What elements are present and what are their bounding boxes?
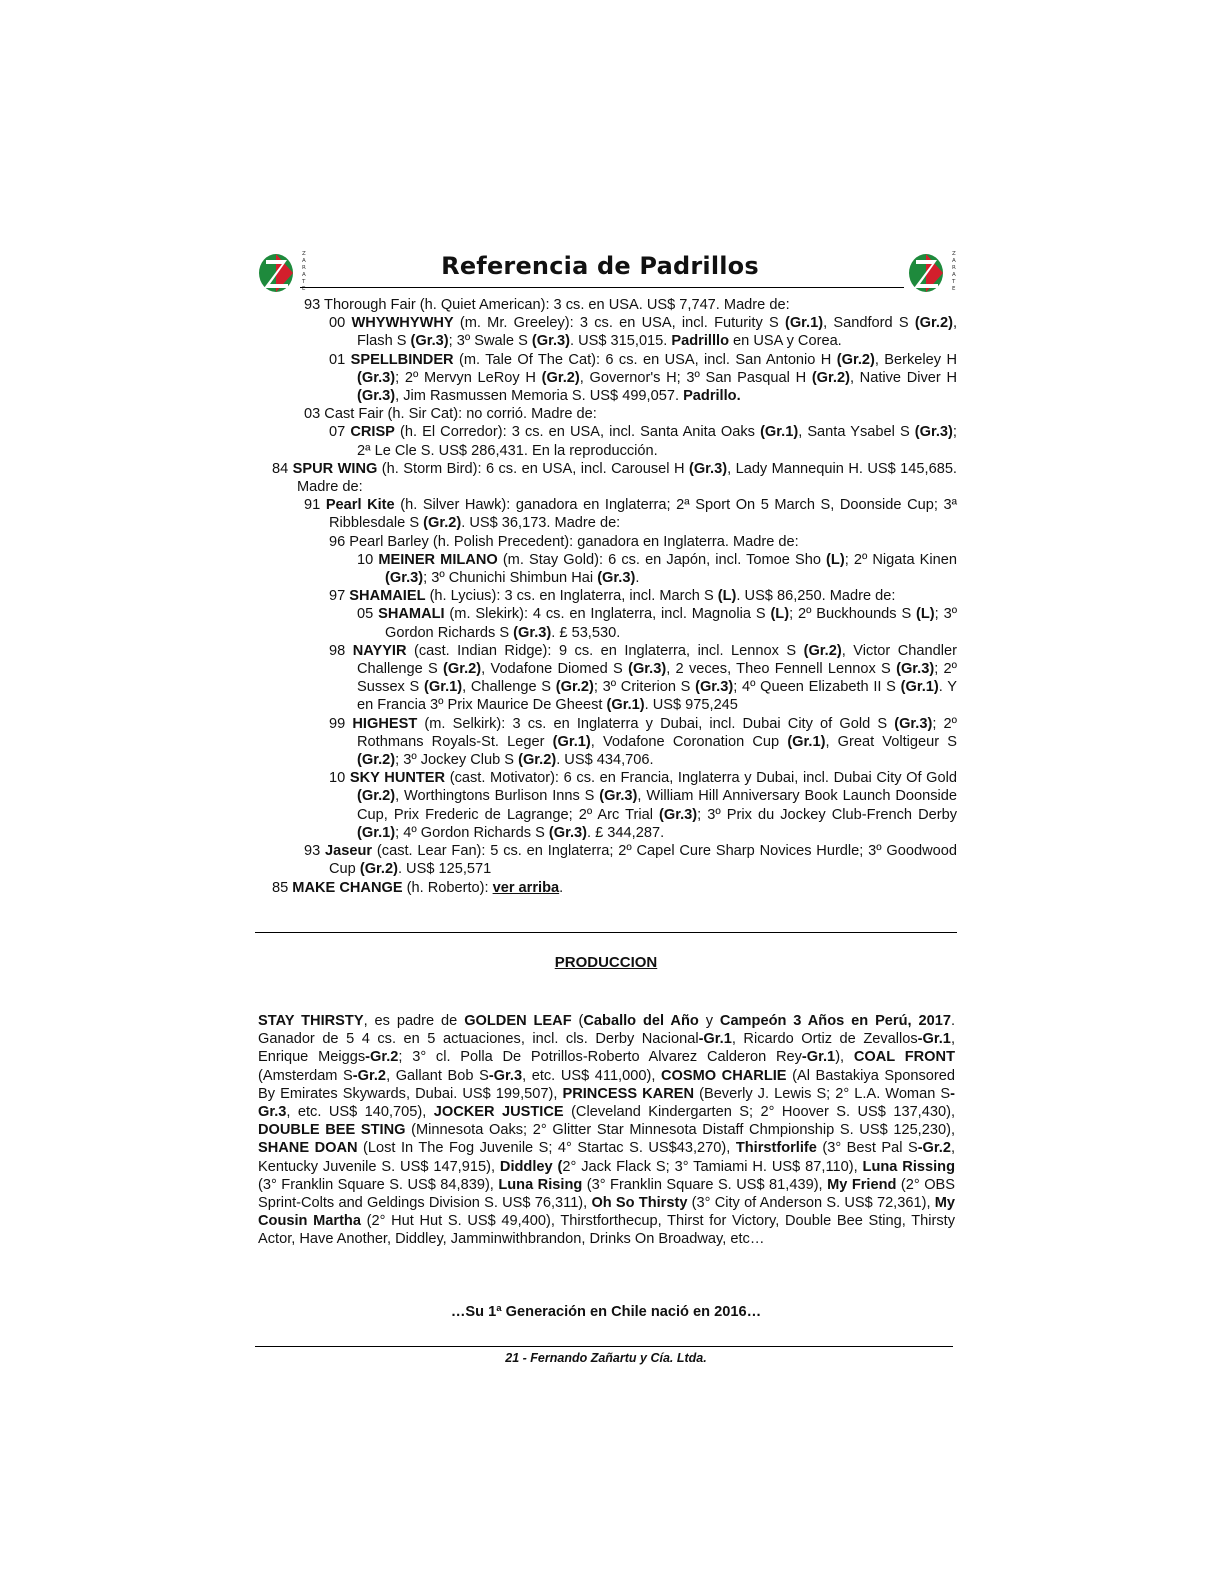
logo-letters: Z bbox=[302, 251, 306, 257]
closing-note: …Su 1ª Generación en Chile nació en 2016… bbox=[450, 1304, 762, 1320]
svg-text:Z: Z bbox=[952, 251, 956, 257]
pedigree-entry: 07 CRISP (h. El Corredor): 3 cs. en USA, incl. Santa Anita Oaks (Gr.1), Santa Ysabel S (Gr.3); 2ª Le Cle S. US$ 286,431. En la reproducción. bbox=[329, 424, 957, 459]
pedigree-entry: 96 Pearl Barley (h. Polish Precedent): ganadora en Inglaterra. Madre de: bbox=[329, 533, 799, 550]
pedigree-entry: 84 SPUR WING (h. Storm Bird): 6 cs. en USA, incl. Carousel H (Gr.3), Lady Mannequin H. US$ 145,685. Madre de: bbox=[272, 460, 957, 496]
pedigree-entry: 99 HIGHEST (m. Selkirk): 3 cs. en Inglaterra y Dubai, incl. Dubai City of Gold S (Gr.3); 2º Rothmans Royals-St. Leger (Gr.1), Vodafone Coronation Cup (Gr.1), Great Voltigeur S (Gr.2); 3º Jockey Club S (Gr.2). US$ 434,706. bbox=[329, 715, 957, 769]
svg-text:A: A bbox=[952, 258, 956, 264]
pedigree-entry: 01 SPELLBINDER (m. Tale Of The Cat): 6 cs. en USA, incl. San Antonio H (Gr.2), Berkeley H (Gr.3); 2º Mervyn LeRoy H (Gr.2), Governor's H; 3º San Pasqual H (Gr.2), Native Diver H (Gr.3), Jim Rasmussen Memoria S. US$ 499,057. Padrillo. bbox=[329, 351, 958, 405]
page-footer: 21 - Fernando Zañartu y Cía. Ltda. bbox=[505, 1351, 707, 1365]
production-heading: PRODUCCION bbox=[554, 954, 658, 971]
pedigree-entry: 93 Jaseur (cast. Lear Fan): 5 cs. en Inglaterra; 2º Capel Cure Sharp Novices Hurdle; 3º Goodwood Cup (Gr.2). US$ 125,571 bbox=[304, 843, 957, 878]
production-paragraph: STAY THIRSTY, es padre de GOLDEN LEAF (Caballo del Año y Campeón 3 Años en Perú, 2017. Ganador de 5 4 cs. en 5 actuaciones, incl. cls. Derby Nacional-Gr.1, Ricardo Ortiz de Zevallos-Gr.1, Enrique Meiggs-Gr.2; 3° cl. Polla De Potrillos-Roberto Alvarez Calderon Rey-Gr.1), COAL FRONT (Amsterdam S-Gr.2, Gallant Bob S-Gr.3, etc. US$ 411,000), COSMO CHARLIE (Al Bastakiya Sponsored By Emirates Skywards, Dubai. US$ 199,507), PRINCESS KAREN (Beverly J. Lewis S; 2° L.A. Woman S-Gr.3, etc. US$ 140,705), JOCKER JUSTICE (Cleveland Kindergarten S; 2° Hoover S. US$ 137,430), DOUBLE BEE STING (Minnesota Oaks; 2° Glitter Star Minnesota Distaff Chmpionship S. US$ 125,230), SHANE DOAN (Lost In The Fog Juvenile S; 4° Startac S. US$43,270), Thirstforlife (3° Best Pal S-Gr.2, Kentucky Juvenile S. US$ 147,915), Diddley (2° Jack Flack S; 3° Tamiami H. US$ 87,110), Luna Rissing (3° Franklin Square S. US$ 84,839), Luna Rising (3° Franklin Square S. US$ 81,439), My Friend (2° OBS Sprint-Colts and Geldings Division S. US$ 76,311), Oh So Thirsty (3° City of Anderson S. US$ 72,361), My Cousin Martha (2° Hut Hut S. US$ 49,400), Thirstforthecup, Thirst for Victory, Double Bee Sting, Thirsty Actor, Have Another, Diddley, Jamminwithbrandon, Drinks On Broadway, etc… bbox=[258, 1013, 956, 1248]
pedigree-entry: 97 SHAMAIEL (h. Lycius): 3 cs. en Inglaterra, incl. March S (L). US$ 86,250. Madre de: bbox=[329, 588, 896, 605]
pedigree-entry: 03 Cast Fair (h. Sir Cat): no corrió. Madre de: bbox=[304, 406, 597, 423]
page-title: Referencia de Padrillos bbox=[441, 252, 759, 280]
svg-text:T: T bbox=[952, 279, 956, 285]
zarate-logo-right bbox=[906, 246, 960, 296]
pedigree-entry: 05 SHAMALI (m. Slekirk): 4 cs. en Inglaterra, incl. Magnolia S (L); 2º Buckhounds S (L); 3º Gordon Richards S (Gr.3). £ 53,530. bbox=[357, 606, 958, 641]
svg-text:R: R bbox=[302, 265, 306, 271]
svg-text:A: A bbox=[302, 272, 306, 278]
svg-text:E: E bbox=[302, 286, 306, 292]
pedigree-entry: 00 WHYWHYWHY (m. Mr. Greeley): 3 cs. en USA, incl. Futurity S (Gr.1), Sandford S (Gr.2), Flash S (Gr.3); 3º Swale S (Gr.3). US$ 315,015. Padrilllo en USA y Corea. bbox=[329, 315, 957, 350]
title-divider bbox=[300, 287, 904, 288]
svg-text:A: A bbox=[952, 272, 956, 278]
pedigree-entry: 10 MEINER MILANO (m. Stay Gold): 6 cs. en Japón, incl. Tomoe Sho (L); 2º Nigata Kinen (Gr.3); 3º Chunichi Shimbun Hai (Gr.3). bbox=[357, 551, 957, 587]
svg-text:E: E bbox=[952, 286, 956, 292]
svg-text:T: T bbox=[302, 279, 306, 285]
pedigree-entry: 93 Thorough Fair (h. Quiet American): 3 cs. en USA. US$ 7,747. Madre de: bbox=[304, 297, 790, 313]
footer-divider bbox=[255, 1346, 953, 1347]
pedigree-list bbox=[255, 296, 957, 897]
svg-text:R: R bbox=[952, 265, 956, 271]
svg-text:A: A bbox=[302, 258, 306, 264]
pedigree-entry: 91 Pearl Kite (h. Silver Hawk): ganadora en Inglaterra; 2ª Sport On 5 March S, Doonside Cup; 3ª Ribblesdale S (Gr.2). US$ 36,173. Madre de: bbox=[304, 497, 958, 532]
pedigree-entry: 85 MAKE CHANGE (h. Roberto): ver arriba. bbox=[272, 879, 564, 896]
pedigree-entry: 10 SKY HUNTER (cast. Motivator): 6 cs. en Francia, Inglaterra y Dubai, incl. Dubai City Of Gold (Gr.2), Worthingtons Burlison Inns S (Gr.3), William Hill Anniversary Book Launch Doonside Cup, Prix Frederic de Lagrange; 2º Arc Trial (Gr.3); 3º Prix du Jockey Club-French Derby (Gr.1); 4º Gordon Richards S (Gr.3). £ 344,287. bbox=[329, 770, 958, 841]
section-divider bbox=[255, 932, 957, 933]
pedigree-entry: 98 NAYYIR (cast. Indian Ridge): 9 cs. en Inglaterra, incl. Lennox S (Gr.2), Victor Chandler Challenge S (Gr.2), Vodafone Diomed S (Gr.3), 2 veces, Theo Fennell Lennox S (Gr.3); 2º Sussex S (Gr.1), Challenge S (Gr.2); 3º Criterion S (Gr.3); 4º Queen Elizabeth II S (Gr.1). Y en Francia 3º Prix Maurice De Gheest (Gr.1). US$ 975,245 bbox=[329, 642, 957, 714]
logo-icon bbox=[906, 246, 960, 296]
